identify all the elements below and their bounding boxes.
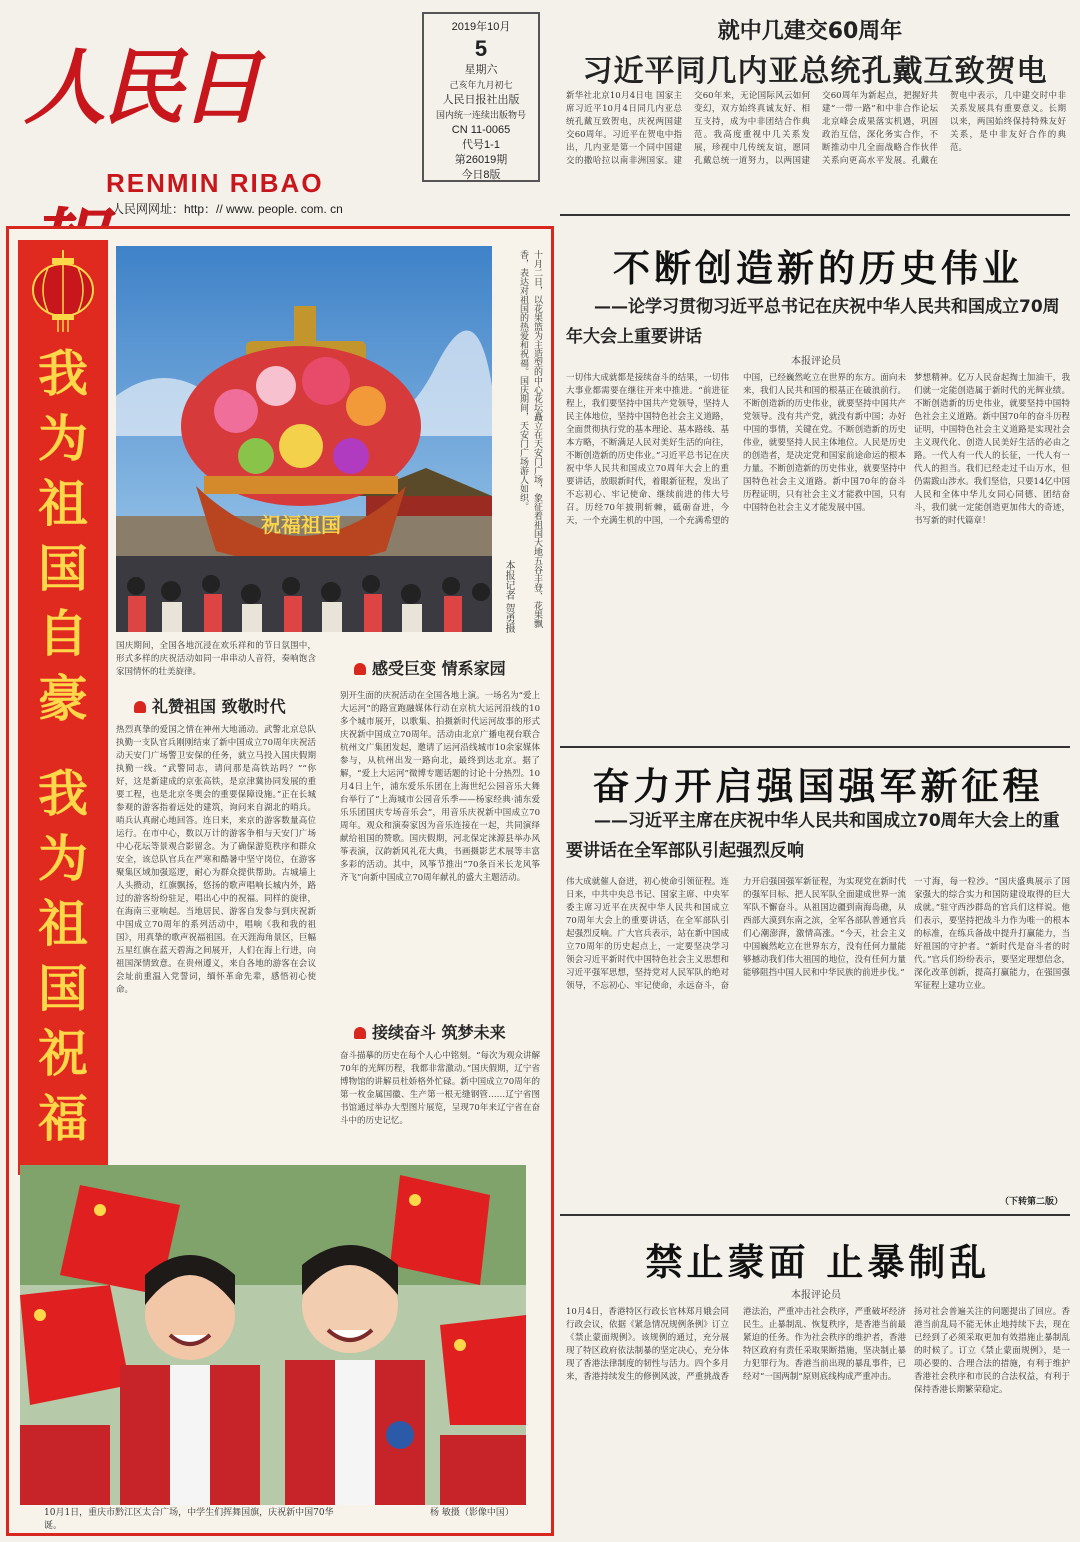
lead-body: 新华社北京10月4日电 国家主席习近平10月4日同几内亚总统孔戴互致贺电，庆祝两国建交60周年。习近平在贺电中指出，几内亚是第一个同中国建交的撒哈拉以南非洲国家。建交60年来，无论国际风云如何变幻，双方始终真诚友好、相互支持，成为中非团结合作典范。我高度重视中几关系发展，珍视中几传统友谊，愿同孔戴总统一道努力，以两国建交60周年为新起点，把握好共建“一带一路”和中非合作论坛北京峰会成果落实机遇，巩固政治互信，深化务实合作，不断推动中几全面战略合作伙伴关系向更高水平发展。孔戴在贺电中表示，几中建交时中非关系发展具有重要意义。长期以来，两国始终保持特殊友好关系，是中非友好合作的典范。	[566, 91, 1066, 166]
banner-char: 国	[38, 960, 88, 1018]
article1-subtitle: ——论学习贯彻习近平总书记在庆祝中华人民共和国成立70周年大会上重要讲话	[566, 297, 1060, 347]
lantern-icon	[30, 250, 96, 332]
lantern-bullet-icon	[354, 663, 366, 675]
section2-heading	[354, 656, 544, 679]
masthead-pinyin: RENMIN RIBAO	[106, 168, 324, 198]
banner-char: 我	[38, 345, 88, 403]
publisher: 人民日报社出版	[442, 94, 520, 106]
article3-body: 10月4日，香港特区行政长官林郑月娥会同行政会议，依据《紧急情况规例条例》订立《禁止蒙面规例》。该规例的通过，充分展现了特区政府依法制暴的坚定决心，充分体现了香港法律制度的韧性与活力。四个多月来，香港持续发生的修例风波，严重挑战香港法治，严重冲击社会秩序，严重破坏经济民生。止暴制乱、恢复秩序，是香港当前最紧迫的任务。作为社会秩序的维护者，香港特区政府有责任采取果断措施，坚决制止暴力犯罪行为。香港当前出现的暴乱事件，已经对“一国两制”原则底线构成严重冲击。	[566, 1307, 906, 1382]
section3-heading	[354, 1020, 544, 1043]
photo1-caption: 十月二日，以花果篮为主造型的中心花坛矗立在天安门广场，象征着祖国大地五谷丰登、花果飘香，表达对祖国的热爱和祝福。国庆期间，天安门广场游人如织。	[518, 250, 542, 628]
page-count: 今日8版	[461, 169, 501, 181]
section1-heading	[134, 694, 334, 717]
banner-char: 为	[38, 410, 88, 468]
lunar-date: 己亥年九月初七	[449, 80, 513, 90]
article3-headline[interactable]: 禁止蒙面 止暴制乱	[645, 1241, 991, 1284]
article1-byline: 本报评论员	[791, 356, 841, 367]
article2-subtitle: ——习近平主席在庆祝中华人民共和国成立70周年大会上的重要讲话在全军部队引起强烈反响	[566, 811, 1060, 861]
article2-headline[interactable]: 奋力开启强国强军新征程	[592, 765, 1044, 808]
article1-body: 一切伟大成就都是接续奋斗的结果，一切伟大事业都需要在继往开来中推进。“前进征程上，我们要坚持中国共产党领导，坚持人民主体地位，坚持中国特色社会主义道路，全面贯彻执行党的基本理论、基本路线、基本方略，不断满足人民对美好生活的向往，不断创造新的历史伟业。”习近平总书记在庆祝中华人民共和国成立70周年大会上的重要讲话，放眼新时代，着眼新征程，发出了不忘初心、牢记使命、继续前进的伟大号召。历经70年披荆斩棘，砥砺奋进，今天，一个充满生机的中国，一个充满希望的中国，已经巍然屹立在世界的东方。面向未来，我们人民共和国的根基正在破浪前行。不断创造新的历史伟业，就要坚持中国共产党领导。没有共产党，就没有新中国；办好中国的事情，关键在党。不断创造新的历史伟业，就要坚持人民主体地位。人民是历史的创造者，是决定党和国家前途命运的根本力量。不断创造新的历史伟业，就要坚持中国特色社会主义道路。新中国70年的奋斗历程证明，只有社会主义才能救中国，只有中国特色社会主义才能发展中国。	[566, 373, 906, 526]
photo2-credit: 杨 敏摄（影像中国）	[430, 1508, 514, 1518]
flower-basket-photo[interactable]	[116, 246, 492, 632]
issue-weekday: 星期六	[464, 64, 498, 76]
students-photo[interactable]	[20, 1165, 526, 1505]
basket-text: 祝福祖国	[261, 513, 341, 537]
banner-char: 为	[38, 830, 88, 888]
issn-label: 国内统一连续出版物号	[435, 110, 526, 120]
article2-body-col3: 一寸海，每一粒沙。“国庆盛典展示了国家强大的综合实力和国防建设取得的巨大成就。”驻守西沙群岛的官兵们这样说。他们表示，要坚持把战斗力作为唯一的根本的标准，在练兵备战中提升打赢能力，当好祖国的守护者。“新时代是奋斗者的时代。”官兵们纷纷表示，要坚定理想信念，深化改革创新，提高打赢能力，在强国强军征程上建功立业。	[914, 877, 1070, 991]
date-box	[422, 12, 540, 182]
masthead-url[interactable]: 人民网网址：http：// www. people. com. cn	[112, 202, 343, 216]
postal-code: 代号1-1	[462, 139, 500, 151]
section1-title: 礼赞祖国 致敬时代	[152, 697, 286, 716]
article3-byline: 本报评论员	[791, 1290, 841, 1301]
cn-number: CN 11-0065	[451, 124, 511, 136]
banner-char: 祖	[38, 895, 88, 953]
article1-body-col3: 梦想精神。亿万人民奋起掏土加油干，我们就一定能创造属于新时代的光辉业绩。不断创造新的历史伟业，就要坚持中国特色社会主义道路。新中国70年的奋斗历程证明，中国特色社会主义道路是实现社会主义现代化、创造人民美好生活的必由之路。一代人有一代人的长征，一代人有一代人的担当。我们已经走过千山万水，但仍需跋山涉水。我们坚信，只要14亿中国人民和全体中华儿女同心同德、团结奋斗，我们就一定能创造更加伟大的奇迹，书写新的时代篇章！	[914, 373, 1070, 526]
banner-char: 豪	[38, 670, 88, 728]
banner-char: 国	[38, 540, 88, 598]
masthead-logo: 人民日	[24, 40, 258, 136]
article2-body: 伟大成就催人奋进，初心使命引领征程。连日来，中共中央总书记、国家主席、中央军委主席习近平在庆祝中华人民共和国成立70周年大会上的重要讲话，在全军部队引起强烈反响。广大官兵表示，站在新中国成立70周年的历史起点上，一定要坚决学习领会习近平新时代中国特色社会主义思想和习近平强军思想，坚持党对人民军队的绝对领导，不忘初心、牢记使命，永远奋斗，奋力开启强国强军新征程，为实现党在新时代的强军目标、把人民军队全面建成世界一流军队不懈奋斗。从祖国边疆到南海岛礁，从西部大漠到东南之滨，全军各部队普通官兵们心潮澎湃，激情高涨。“今天，社会主义中国巍然屹立在世界东方，没有任何力量能够撼动我们伟大祖国的地位，没有任何力量能够阻挡中国人民和中华民族的前进步伐。”	[566, 877, 906, 991]
lead-kicker: 就中几建交60周年	[717, 19, 903, 44]
article2-divider	[560, 1214, 1070, 1216]
issue-number: 第26019期	[454, 154, 508, 166]
issue-day: 5	[474, 36, 488, 61]
lead-divider	[560, 214, 1070, 216]
lantern-bullet-icon	[354, 1027, 366, 1039]
section3-title: 接续奋斗 筑梦未来	[372, 1023, 506, 1042]
article3-body-col3: 扬对社会普遍关注的问题提出了回应。香港当前乱局不能无休止地持续下去，现在已经到了必须采取更加有效措施止暴制乱的时候了。订立《禁止蒙面规例》，是一项必要的、合理合法的措施，有利于维护香港社会秩序和市民的合法权益，有利于保持香港长期繁荣稳定。	[914, 1307, 1070, 1395]
banner-char: 自	[38, 605, 88, 663]
article1-divider	[560, 746, 1070, 748]
article2-continued: （下转第二版）	[1000, 1197, 1064, 1207]
feature-intro: 国庆期间，全国各地沉浸在欢乐祥和的节日氛围中，形式多样的庆祝活动如同一串串动人音符，奏响饱含家国情怀的壮美旋律。	[116, 641, 316, 677]
section3-body: 奋斗描摹的历史在每个人心中铭刻。“每次为观众讲解70年的光辉历程，我都非常激动。”国庆假期，辽宁省博物馆的讲解员杜娇格外忙碌。新中国成立70周年的第一枚金属国徽、生产第一根无缝钢管……辽宁省图书馆通过举办大型图片展览，呈现70年来辽宁省在奋斗中的历史记忆。	[340, 1051, 540, 1126]
section1-body: 热烈真挚的爱国之情在神州大地涌动。武警北京总队执勤一支队官兵刚刚结束了新中国成立70周年庆祝活动天安门广场警卫安保的任务，就立马投入国庆假期执勤一线。“武警同志，请问那是高铁站吗？”“你好，这是新建成的京张高铁，是京津冀协同发展的重要工程，也是北京冬奥会的重要保障设施。”正在长城参观的游客指着远处的建筑，询问来自湖北的哨兵。哨兵认真耐心地回答。连日来，来京的游客数量高位运行。在市中心，数以万计的游客争相与天安门广场中心花坛等景观合影留念。为了确保游览秩序和群众安全，该总队官兵在严寒和酷暑中坚守岗位，在游客聚集区域加强巡逻，耐心为群众提供帮助。古城墙上人头攒动，红旗飘扬，悠扬的歌声唱响长城内外，路过的游客纷纷驻足，唱出心中的祝福。同样的旋律，在海南三亚响起。当地居民、游客自发参与到庆祝新中国成立70周年的系列活动中，唱响《我和我的祖国》，用真挚的歌声祝福祖国。在天涯海角景区，巨幅五星红旗在蓝天碧海之间展开，人们在海上行进，向祖国深情致意。在贵州遵义，来自各地的游客在会议会址前重温入党誓词，缅怀革命先辈，感悟初心使命。	[116, 725, 316, 995]
section2-title: 感受巨变 情系家园	[372, 659, 506, 678]
article1-headline[interactable]: 不断创造新的历史伟业	[613, 247, 1023, 290]
issue-date: 2019年10月	[451, 21, 511, 33]
photo2-caption: 10月1日，重庆市黔江区太合广场，中学生们挥舞国旗，庆祝新中国70华诞。	[44, 1508, 334, 1531]
photo1-credit: 本报记者 贺勇摄	[503, 560, 514, 634]
banner-char: 福	[38, 1090, 88, 1148]
section2-body: 别开生面的庆祝活动在全国各地上演。一场名为“爱上大运河”的路宣跑融媒体行动在京杭大运河沿线的10多个城市展开，以歌集、拍摄新时代运河故事的形式庆祝新中国成立70周年。活动由北京广播电视台联合杭州文广集团发起，邀请了运河沿线城市10余家媒体参与，从杭州出发一路向北，最终到达北京。据了解，“爱上大运河”微博专题话题的讨论十分热烈。10月4日上午，浦东爱乐乐团在上海世纪公园音乐大舞台举行了“上海城市公园音乐季——杨家经典·浦东爱乐乐团国庆专场音乐会”，用音乐庆祝新中国成立70周年。观众和演奏家因为音乐连接在一起，共同演绎献给祖国的赞歌。国庆假期，河北保定涞源县举办风筝表演，汉韵新风礼花大典，书画摄影艺术展等丰富多彩的活动。其中，风筝节推出“70条百米长龙风筝齐飞”向新中国成立70周年献礼的盛大主题活动。	[340, 691, 540, 883]
lantern-bullet-icon	[134, 701, 146, 713]
banner-char: 祝	[38, 1025, 88, 1083]
banner-char: 祖	[38, 475, 88, 533]
banner-char: 我	[38, 765, 88, 823]
lead-headline[interactable]: 习近平同几内亚总统孔戴互致贺电	[582, 54, 1048, 89]
